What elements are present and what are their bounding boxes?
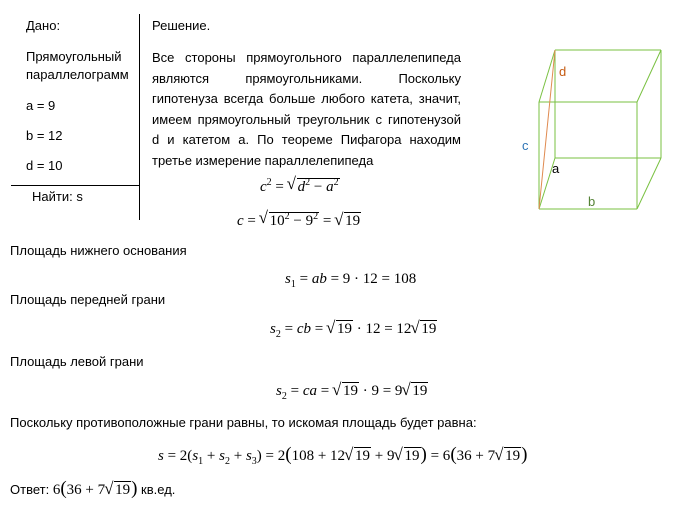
given-a: a = 9 bbox=[26, 98, 56, 113]
answer-prefix: Ответ: bbox=[10, 482, 53, 497]
label-a: a bbox=[552, 161, 560, 176]
diagram-edges bbox=[539, 50, 661, 209]
answer-line bbox=[10, 478, 175, 500]
given-divider-vertical bbox=[139, 14, 140, 220]
given-d: d = 10 bbox=[26, 158, 63, 173]
answer-suffix: кв.ед. bbox=[137, 482, 176, 497]
conclusion-text: Поскольку противоположные грани равны, то искомая площадь будет равна: bbox=[10, 415, 477, 430]
formula-total: $s = 2(s_1 + s_2 + s_3) = 2(108 + 12√$ 19 + 9√ 19) = 6(36 + 7√ 19) bbox=[158, 444, 527, 467]
given-shape-line1: Прямоугольный bbox=[26, 49, 122, 64]
given-shape-line2: параллелограмм bbox=[26, 67, 129, 82]
parallelepiped-diagram bbox=[522, 40, 670, 220]
formula-s1: $s_1$ = ab = 9 · 12 = 108 bbox=[285, 271, 417, 290]
formula-s2-left: $s_2$ = ca = √ 19 · 9 = 9√ 19 bbox=[276, 383, 428, 402]
find-label: Найти: s bbox=[32, 189, 83, 204]
bottom-area-heading: Площадь нижнего основания bbox=[10, 243, 187, 258]
label-b: b bbox=[588, 194, 596, 209]
solution-title: Решение. bbox=[152, 18, 211, 33]
label-d: d bbox=[559, 64, 567, 79]
edge-bottom-right bbox=[637, 158, 661, 209]
formula-s2-front: $s_2$ = cb = √ 19 · 12 = 12√ 19 bbox=[270, 321, 437, 340]
formula-c-value: c = √ $10^2 - 9^2$ = √ 19 bbox=[237, 211, 361, 230]
label-c: c bbox=[522, 138, 529, 153]
formula-pythagoras: $c^2$ = √ $d^2 - a^2$ bbox=[260, 177, 340, 196]
front-area-heading: Площадь передней грани bbox=[10, 292, 166, 307]
solution-paragraph: Все стороны прямоугольного параллелепипеда являются прямоугольниками. Поскольку гипотенуза всегда больше любого катета, значит, имеем прямоугольный треугольник с гипотенузой d и катетом a. По теореме Пифагора находим третье измерение параллелепипеда bbox=[152, 50, 461, 168]
given-title: Дано: bbox=[26, 18, 61, 33]
given-b: b = 12 bbox=[26, 128, 63, 143]
given-divider-horizontal bbox=[11, 185, 139, 186]
left-area-heading: Площадь левой грани bbox=[10, 354, 144, 369]
edge-top-right bbox=[637, 50, 661, 102]
answer-value: 6(36 + 7√ 19) bbox=[53, 482, 138, 498]
